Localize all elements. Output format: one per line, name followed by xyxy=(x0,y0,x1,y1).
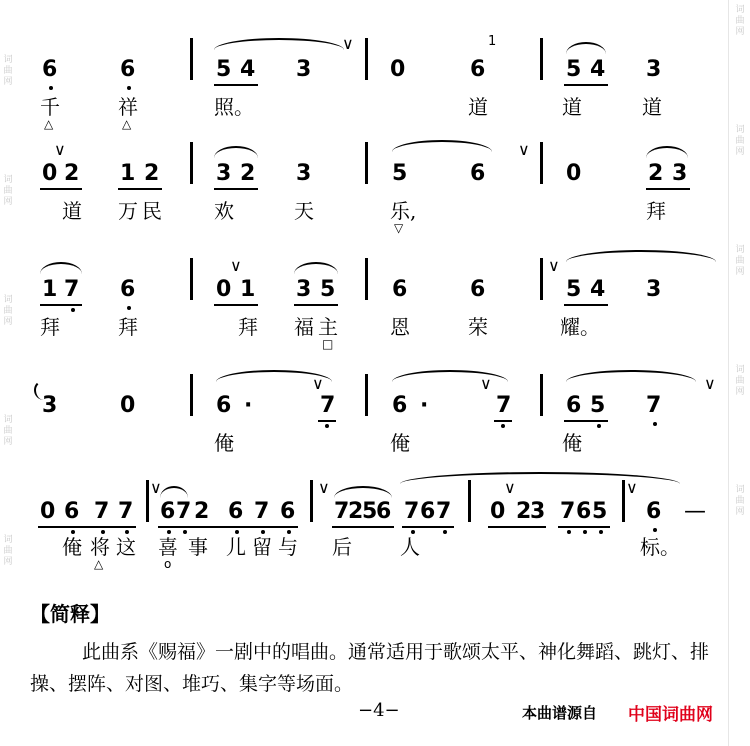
low-octave-dot xyxy=(127,306,131,310)
underline xyxy=(214,304,258,306)
grace-note: 1 xyxy=(488,34,497,49)
watermark-column-right: 词 曲 网 xyxy=(735,365,745,397)
low-octave-dot xyxy=(325,424,329,428)
score-line-1 xyxy=(0,30,750,130)
note: 3 xyxy=(672,161,688,186)
low-octave-dot xyxy=(599,530,603,534)
watermark-column-right: 词 曲 网 xyxy=(735,5,745,37)
note: 4 xyxy=(590,57,606,82)
note: 3 xyxy=(42,393,58,418)
low-octave-dot xyxy=(653,422,657,426)
lyric: 照。 xyxy=(214,95,254,119)
slur xyxy=(294,262,338,274)
source-label: 本曲谱源自 xyxy=(522,704,598,722)
watermark-column-right: 词 曲 网 xyxy=(735,485,745,517)
note: 7 xyxy=(436,499,452,524)
circle-mark: o xyxy=(164,557,172,571)
barline xyxy=(468,480,471,522)
accent-triangle: △ xyxy=(44,117,54,131)
lyric: 俺 xyxy=(390,431,410,455)
underline xyxy=(402,526,454,528)
low-octave-dot xyxy=(125,530,129,534)
underline xyxy=(494,420,512,422)
note: 6 xyxy=(392,277,408,302)
note: 7 xyxy=(560,499,576,524)
slur xyxy=(392,140,492,152)
note: 6 xyxy=(420,499,436,524)
low-octave-dot xyxy=(183,530,187,534)
note: 6 xyxy=(120,277,136,302)
lyric: 道 xyxy=(62,199,82,223)
barline xyxy=(310,480,313,522)
lyric: 福 xyxy=(294,315,314,339)
note: 5 xyxy=(392,161,408,186)
note: 0 xyxy=(40,499,56,524)
slur xyxy=(566,42,606,54)
underline xyxy=(40,188,82,190)
note: 3 xyxy=(646,277,662,302)
note: 3 xyxy=(646,57,662,82)
underline xyxy=(488,526,546,528)
note: 5 xyxy=(566,277,582,302)
lyric: 事 xyxy=(188,535,208,559)
lyric: 这 xyxy=(116,535,136,559)
lyric: 拜 xyxy=(238,315,258,339)
lyric: 后 xyxy=(332,535,352,559)
note: 6 xyxy=(216,393,232,418)
note-heading: 【简释】 xyxy=(30,602,110,626)
lyric: 人 xyxy=(400,535,420,559)
note: 7 xyxy=(94,499,110,524)
barline xyxy=(540,374,543,416)
breath-mark: ∨ xyxy=(626,478,638,497)
underline xyxy=(40,304,82,306)
low-octave-dot xyxy=(71,308,75,312)
lyric: 道 xyxy=(642,95,662,119)
lyric: 拜 xyxy=(118,315,138,339)
low-octave-dot xyxy=(653,528,657,532)
lyric: 道 xyxy=(562,95,582,119)
note: 2 xyxy=(240,161,256,186)
watermark-column-right: 词 曲 网 xyxy=(735,125,745,157)
underline xyxy=(294,304,338,306)
square-mark: □ xyxy=(322,337,334,351)
low-octave-dot xyxy=(411,530,415,534)
note: · xyxy=(244,393,253,418)
lyric: 留 xyxy=(252,535,272,559)
accent-triangle: ▽ xyxy=(394,221,404,235)
note: 6 xyxy=(228,499,244,524)
underline xyxy=(118,188,162,190)
lyric: 儿 xyxy=(226,535,246,559)
barline xyxy=(540,142,543,184)
note: 0 xyxy=(390,57,406,82)
note: 7 xyxy=(320,393,336,418)
underline xyxy=(564,84,608,86)
low-octave-dot xyxy=(443,530,447,534)
note: 6 xyxy=(160,499,176,524)
note: 6 xyxy=(646,499,662,524)
note: 2 xyxy=(516,499,532,524)
barline xyxy=(190,142,193,184)
score-line-2 xyxy=(0,134,750,234)
lyric: 主 xyxy=(318,315,338,339)
low-octave-dot xyxy=(71,530,75,534)
score-line-3 xyxy=(0,250,750,350)
lyric: 乐, xyxy=(390,199,417,223)
underline xyxy=(214,84,258,86)
note: 0 xyxy=(566,161,582,186)
note: 3 xyxy=(296,277,312,302)
note: 5 xyxy=(216,57,232,82)
watermark-column-left: 词 曲 网 xyxy=(3,295,13,327)
lyric: 道 xyxy=(468,95,488,119)
watermark-column-left: 词 曲 网 xyxy=(3,535,13,567)
note: 7 xyxy=(118,499,134,524)
note: 3 xyxy=(296,57,312,82)
low-octave-dot xyxy=(167,530,171,534)
lyric: 俺 xyxy=(214,431,234,455)
accent-triangle: △ xyxy=(122,117,132,131)
note: 6 xyxy=(376,499,392,524)
lyric: 耀。 xyxy=(560,315,600,339)
note: 6 xyxy=(566,393,582,418)
lyric: 拜 xyxy=(40,315,60,339)
breath-mark: ∨ xyxy=(704,374,716,393)
breath-mark: ∨ xyxy=(480,374,492,393)
breath-mark: ∨ xyxy=(318,478,330,497)
lyric: 荣 xyxy=(468,315,488,339)
low-octave-dot xyxy=(287,530,291,534)
note: 6 xyxy=(392,393,408,418)
note: 5 xyxy=(362,499,378,524)
lyric: 拜 xyxy=(646,199,666,223)
breath-mark: ∨ xyxy=(150,478,162,497)
breath-mark: ∨ xyxy=(548,256,560,275)
breath-mark: ∨ xyxy=(518,140,530,159)
note: 7 xyxy=(496,393,512,418)
note: 7 xyxy=(646,393,662,418)
note: 1 xyxy=(42,277,58,302)
score-line-4 xyxy=(0,366,750,466)
underline xyxy=(558,526,610,528)
lyric: 与 xyxy=(278,535,298,559)
slur xyxy=(160,486,188,498)
slur xyxy=(646,146,688,158)
note: · xyxy=(420,393,429,418)
low-octave-dot xyxy=(261,530,265,534)
note: 6 xyxy=(470,277,486,302)
underline xyxy=(646,188,690,190)
accent-triangle: △ xyxy=(94,557,104,571)
note: 2 xyxy=(194,499,210,524)
lyric: 欢 xyxy=(214,199,234,223)
note-text: 此曲系《赐福》一剧中的唱曲。通常适用于歌颂太平、神化舞蹈、跳灯、排操、摆阵、对图、堆巧、集字等场面。 xyxy=(30,641,710,695)
note: 0 xyxy=(120,393,136,418)
slur xyxy=(40,262,82,274)
note: 6 xyxy=(64,499,80,524)
lyric: 喜 xyxy=(158,535,178,559)
watermark-column-right: 词 曲 网 xyxy=(735,245,745,277)
low-octave-dot xyxy=(49,86,53,90)
note: 5 xyxy=(320,277,336,302)
note: 1 xyxy=(240,277,256,302)
lyric: 千 xyxy=(40,95,60,119)
note: 1 xyxy=(120,161,136,186)
score-line-5 xyxy=(0,472,750,572)
note: 3 xyxy=(530,499,546,524)
note: 6 xyxy=(42,57,58,82)
note: 0 xyxy=(490,499,506,524)
note: 7 xyxy=(64,277,80,302)
breath-mark: ∨ xyxy=(504,478,516,497)
note: 7 xyxy=(254,499,270,524)
note: 7 xyxy=(334,499,350,524)
slur xyxy=(214,38,344,50)
note: 2 xyxy=(348,499,364,524)
watermark-column-left: 词 曲 网 xyxy=(3,55,13,87)
note: 5 xyxy=(592,499,608,524)
barline xyxy=(365,258,368,300)
lyric: 俺 xyxy=(562,431,582,455)
slur xyxy=(334,486,392,498)
low-octave-dot xyxy=(567,530,571,534)
low-octave-dot xyxy=(597,424,601,428)
underline xyxy=(564,420,608,422)
note: 2 xyxy=(64,161,80,186)
lyric: 标。 xyxy=(640,535,680,559)
low-octave-dot xyxy=(101,530,105,534)
note: 6 xyxy=(470,57,486,82)
page-number: −4− xyxy=(358,700,400,721)
note: 6 xyxy=(120,57,136,82)
lyric: 将 xyxy=(90,535,110,559)
note: 3 xyxy=(216,161,232,186)
low-octave-dot xyxy=(583,530,587,534)
note: 0 xyxy=(216,277,232,302)
lyric: 民 xyxy=(142,199,162,223)
low-octave-dot xyxy=(127,86,131,90)
slur xyxy=(566,370,696,382)
note: 6 xyxy=(470,161,486,186)
slur xyxy=(400,472,680,484)
underline xyxy=(318,420,336,422)
dash: — xyxy=(684,499,706,524)
slur xyxy=(566,250,716,262)
barline xyxy=(365,374,368,416)
underline xyxy=(38,526,136,528)
lyric: 天 xyxy=(294,199,314,223)
underline xyxy=(214,188,258,190)
barline xyxy=(190,374,193,416)
lyric: 恩 xyxy=(390,315,410,339)
note: 0 xyxy=(42,161,58,186)
breath-mark: ∨ xyxy=(312,374,324,393)
barline xyxy=(540,258,543,300)
note: 5 xyxy=(566,57,582,82)
breath-mark: ∨ xyxy=(230,256,242,275)
lyric: 俺 xyxy=(62,535,82,559)
barline xyxy=(365,142,368,184)
barline xyxy=(190,38,193,80)
barline xyxy=(190,258,193,300)
breath-mark: ∨ xyxy=(342,34,354,53)
note: 2 xyxy=(648,161,664,186)
note: 7 xyxy=(176,499,192,524)
lyric: 万 xyxy=(118,199,138,223)
underline xyxy=(158,526,298,528)
barline xyxy=(146,480,149,522)
breath-mark: ∨ xyxy=(54,140,66,159)
slur xyxy=(214,146,258,158)
note: 6 xyxy=(280,499,296,524)
brand-link[interactable]: 中国词曲网 xyxy=(628,705,713,725)
note: 5 xyxy=(590,393,606,418)
barline xyxy=(540,38,543,80)
low-octave-dot xyxy=(235,530,239,534)
note: 3 xyxy=(296,161,312,186)
low-octave-dot xyxy=(501,424,505,428)
note: 7 xyxy=(404,499,420,524)
note: 2 xyxy=(144,161,160,186)
barline xyxy=(365,38,368,80)
underline xyxy=(332,526,394,528)
note: 4 xyxy=(590,277,606,302)
watermark-column-left: 词 曲 网 xyxy=(3,415,13,447)
barline xyxy=(622,480,625,522)
note: 6 xyxy=(576,499,592,524)
lyric: 祥 xyxy=(118,95,138,119)
note: 4 xyxy=(240,57,256,82)
underline xyxy=(564,304,608,306)
watermark-column-left: 词 曲 网 xyxy=(3,175,13,207)
